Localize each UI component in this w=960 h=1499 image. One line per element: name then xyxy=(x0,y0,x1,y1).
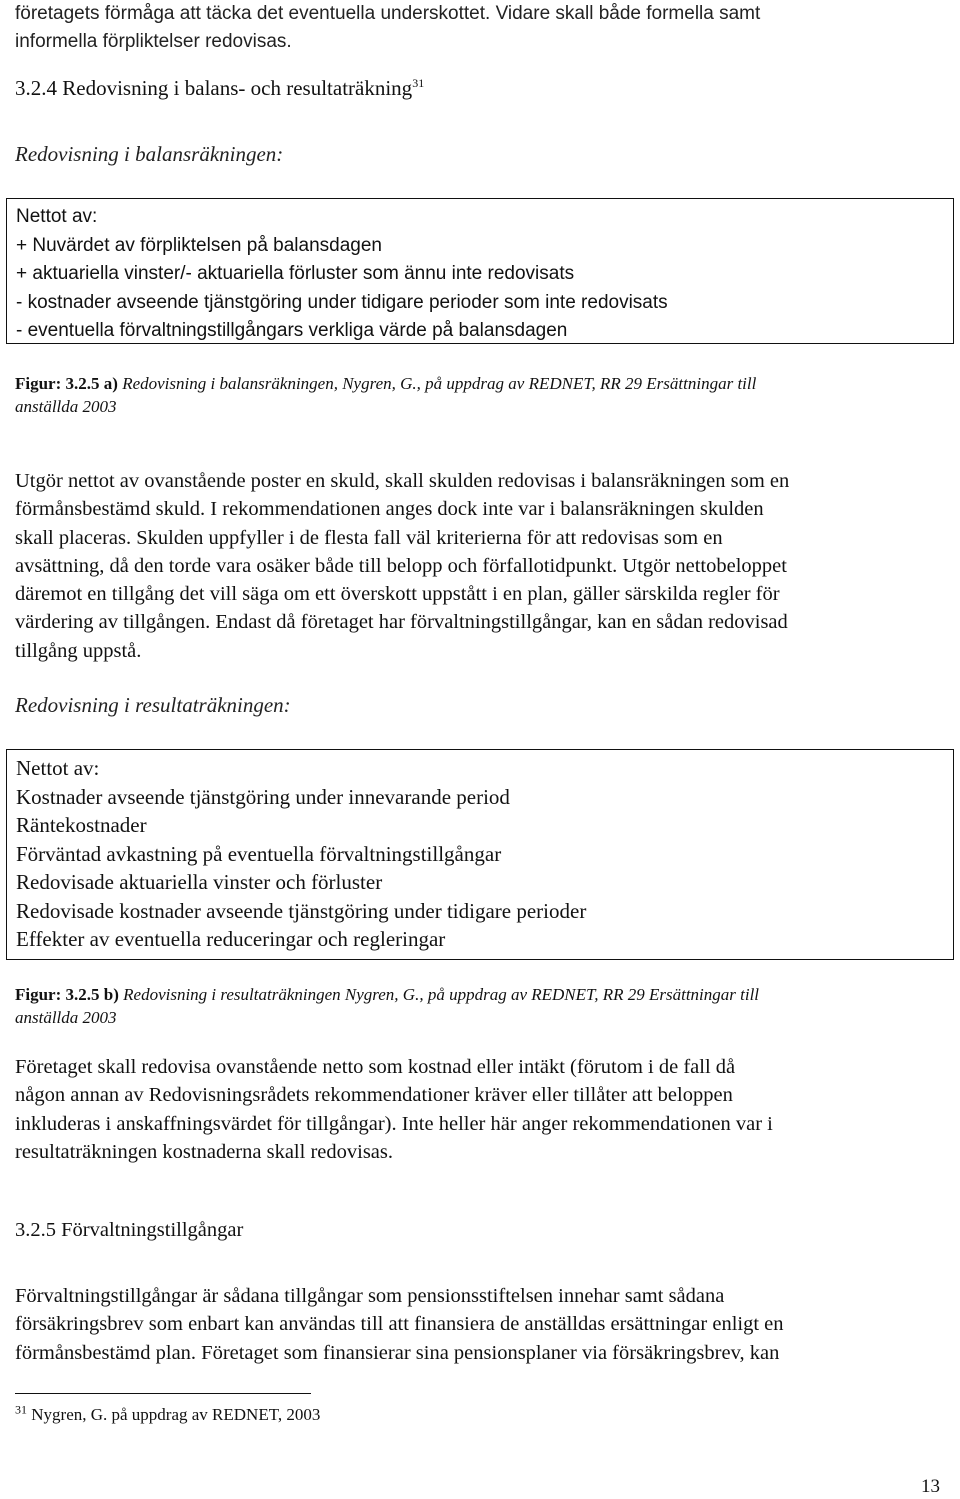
box-line: Förväntad avkastning på eventuella förvaltningstillgångar xyxy=(16,841,502,866)
figure-caption-b xyxy=(15,983,945,1029)
section-heading-324 xyxy=(15,76,424,101)
intro-paragraph xyxy=(15,0,945,56)
figure-caption-a xyxy=(15,372,945,418)
footnote-divider xyxy=(15,1393,311,1394)
paragraph-line: förmånsbestämd skuld. I rekommendationen anges dock inte var i balansräkningen skulden xyxy=(15,498,764,521)
footnote xyxy=(15,1402,321,1425)
box-line: + aktuariella vinster/- aktuariella förluster som ännu inte redovisats xyxy=(16,263,575,284)
box-line: Kostnader avseende tjänstgöring under innevarande period xyxy=(16,784,510,809)
box-line: Nettot av: xyxy=(16,756,100,780)
intro-line: informella förpliktelser redovisas. xyxy=(15,31,292,52)
footnote-number: 31 xyxy=(15,1402,27,1417)
box-line: - eventuella förvaltningstillgångars verkliga värde på balansdagen xyxy=(16,320,568,341)
income-box xyxy=(6,749,954,960)
paragraph-line: Företaget skall redovisa ovanstående netto som kostnad eller intäkt (förutom i de fall då xyxy=(15,1056,736,1078)
income-paragraph xyxy=(15,1053,945,1166)
box-line: Effekter av eventuella reduceringar och regleringar xyxy=(16,927,446,951)
balance-box xyxy=(6,198,954,344)
box-line: + Nuvärdet av förpliktelsen på balansdagen xyxy=(16,234,382,256)
paragraph-line: värdering av tillgången. Endast då företaget har förvaltningstillgångar, kan en sådan redovisad xyxy=(15,611,788,634)
caption-text: Redovisning i resultaträkningen Nygren, G., på uppdrag av REDNET, RR 29 Ersättningar till xyxy=(118,985,760,1004)
income-heading: Redovisning i resultaträkningen: xyxy=(15,693,291,717)
caption-text: anställda 2003 xyxy=(15,397,117,416)
paragraph-line: skall placeras. Skulden uppfyller i de flesta fall väl kriterierna för att redovisas som en xyxy=(15,526,723,549)
caption-text: anställda 2003 xyxy=(15,1008,117,1027)
page-number: 13 xyxy=(921,1476,940,1497)
caption-label: Figur: 3.2.5 a) xyxy=(15,374,118,393)
paragraph-line: tillgång uppstå. xyxy=(15,639,142,662)
paragraph-line: resultaträkningen kostnaderna skall redovisas. xyxy=(15,1140,393,1163)
section-heading-325: 3.2.5 Förvaltningstillgångar xyxy=(15,1219,244,1241)
box-line: Räntekostnader xyxy=(16,813,147,837)
intro-line: företagets förmåga att täcka det eventuella underskottet. Vidare skall både formella samt xyxy=(15,3,761,24)
paragraph-line: försäkringsbrev som enbart kan användas till att finansiera de anställdas ersättningar enligt en xyxy=(15,1313,784,1336)
box-line: Redovisade kostnader avseende tjänstgöring under tidigare perioder xyxy=(16,898,587,923)
caption-text: Redovisning i balansräkningen, Nygren, G., på uppdrag av REDNET, RR 29 Ersättningar till xyxy=(117,374,757,393)
paragraph-line: Utgör nettot av ovanstående poster en skuld, skall skulden redovisas i balansräkningen som en xyxy=(15,470,790,492)
section-325-paragraph xyxy=(15,1282,945,1367)
paragraph-line: Förvaltningstillgångar är sådana tillgångar som pensionsstiftelsen innehar samt sådana xyxy=(15,1285,725,1307)
footnote-reference: 31 xyxy=(412,76,425,90)
paragraph-line: inkluderas i anskaffningsvärdet för tillgångar). Inte heller här anger rekommendationen var i xyxy=(15,1112,773,1135)
paragraph-line: någon annan av Redovisningsrådets rekommendationer kräver eller tillåter att beloppen xyxy=(15,1084,733,1107)
footnote-text: Nygren, G. på uppdrag av REDNET, 2003 xyxy=(27,1405,321,1424)
box-line: - kostnader avseende tjänstgöring under tidigare perioder som inte redovisats xyxy=(16,291,668,313)
balance-paragraph xyxy=(15,467,945,665)
section-heading-text: 3.2.4 Redovisning i balans- och resultaträkning xyxy=(15,76,413,100)
caption-label: Figur: 3.2.5 b) xyxy=(15,985,119,1004)
box-line: Nettot av: xyxy=(16,206,98,227)
paragraph-line: däremot en tillgång det vill säga om ett överskott uppstått i en plan, gäller särskilda regler för xyxy=(15,583,780,606)
paragraph-line: förmånsbestämd plan. Företaget som finansierar sina pensionsplaner via försäkringsbrev, kan xyxy=(15,1341,780,1364)
box-line: Redovisade aktuariella vinster och förluster xyxy=(16,870,383,894)
balance-heading: Redovisning i balansräkningen: xyxy=(15,142,284,166)
paragraph-line: avsättning, då den torde vara osäker både till belopp och förfallotidpunkt. Utgör nettobeloppet xyxy=(15,554,787,577)
